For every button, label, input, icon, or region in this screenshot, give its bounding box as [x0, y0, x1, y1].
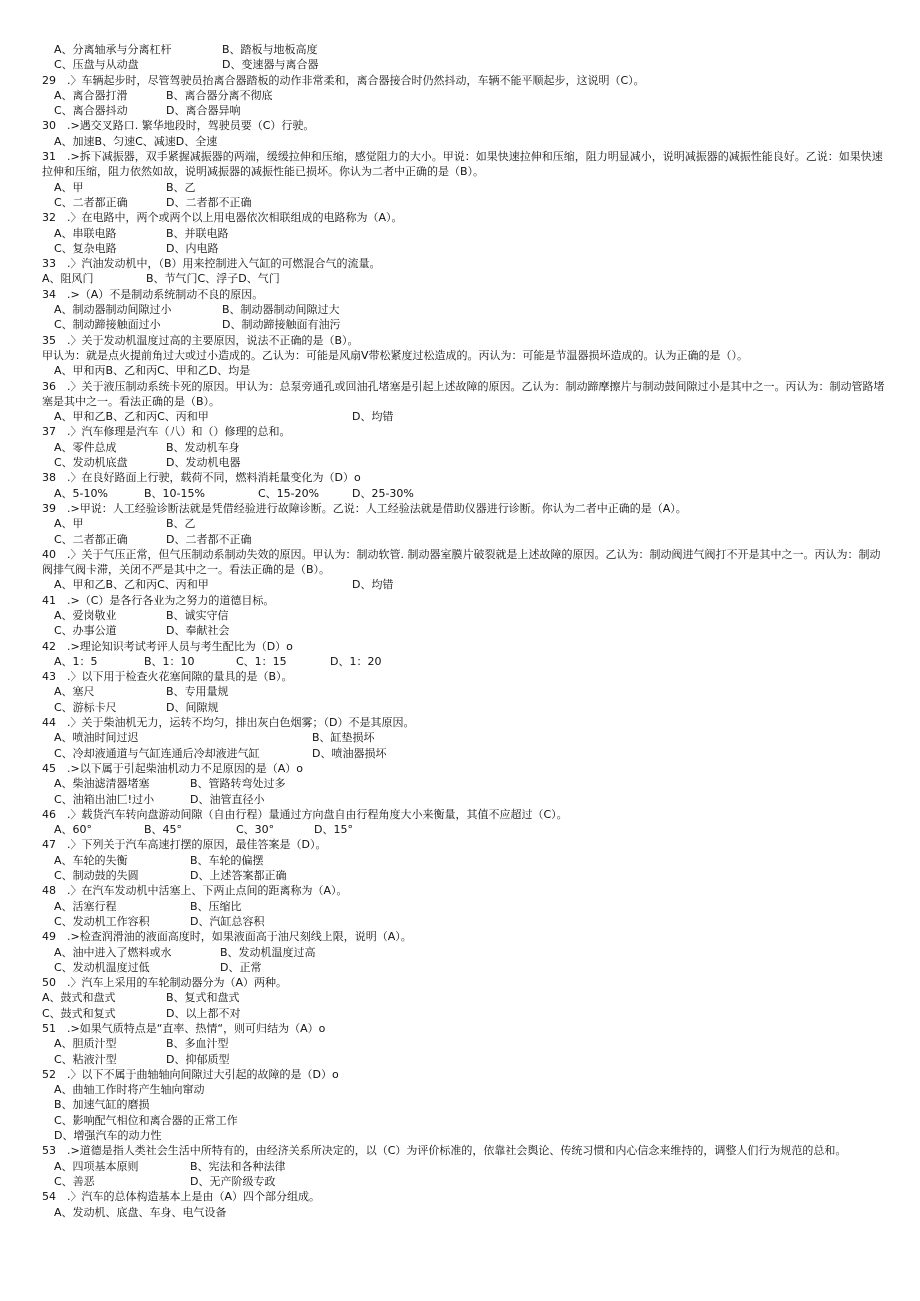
answer-options-row	[42, 1128, 888, 1143]
answer-options-row	[42, 730, 888, 745]
answer-option: C、离合器抖动	[54, 104, 128, 118]
answer-option: D、15°	[314, 823, 353, 837]
question-text: 51 .>如果气质特点是“直率、热情“，则可归结为（A）o	[42, 1022, 326, 1035]
answer-option: A、加速B、匀速C、减速D、全速	[54, 134, 218, 148]
answer-option: B、10-15%	[144, 486, 205, 500]
answer-option: B、复式和盘式	[166, 991, 240, 1005]
answer-option: C、制动鼓的失圆	[54, 869, 139, 883]
question-text: 42 .>理论知识考试考评人员与考生配比为（D）o	[42, 639, 293, 653]
answer-options-row	[42, 103, 888, 118]
answer-option: D、离合器异响	[166, 104, 241, 118]
question-text: 43 .〉以下用于检查火花塞间隙的量具的是（B）。	[42, 670, 293, 684]
answer-option: C、发动机底盘	[54, 456, 128, 470]
answer-option: D、25-30%	[352, 486, 414, 500]
answer-options-row	[42, 241, 888, 256]
answer-option: B、宪法和各种法律	[190, 1159, 286, 1173]
answer-option: D、汽缸总容积	[190, 914, 265, 928]
answer-options-row	[42, 914, 888, 929]
answer-option: D、间隙规	[166, 700, 219, 714]
answer-options-row	[42, 486, 888, 501]
answer-option: D、二者都不正确	[166, 195, 252, 209]
answer-option: B、压缩比	[190, 899, 242, 913]
answer-option: D、无产阶级专政	[190, 1174, 276, 1188]
answer-option: A、甲和乙B、乙和丙C、丙和甲	[54, 410, 209, 424]
answer-option: B、诚实守信	[166, 608, 229, 622]
answer-option: B、专用量规	[166, 685, 229, 699]
answer-option: D、发动机电器	[166, 456, 241, 470]
answer-option: D、喷油器损坏	[312, 746, 387, 760]
answer-options-row	[42, 899, 888, 914]
answer-options-row	[42, 623, 888, 638]
answer-option: A、曲轴工作时将产生轴向窜动	[54, 1083, 205, 1097]
answer-option: A、甲和丙B、乙和丙C、甲和乙D、均是	[54, 364, 251, 378]
answer-options-row	[42, 577, 888, 592]
answer-option: C、粘液汁型	[54, 1052, 117, 1066]
answer-options-row	[42, 226, 888, 241]
question-text: 38 .〉在良好路面上行驶，载荷不同，燃料消耗量变化为（D）o	[42, 471, 361, 485]
question-text: 39 .>甲说：人工经验诊断法就是凭借经验进行故障诊断。乙说：人工经验法就是借助仪器进行诊断。你认为二者中正确的是（A）。	[42, 501, 687, 515]
answer-option: C、游标卡尺	[54, 700, 117, 714]
answer-option: B、加速气缸的磨损	[54, 1098, 150, 1112]
answer-option: C、15-20%	[258, 486, 320, 500]
answer-option: C、二者都正确	[54, 532, 128, 546]
answer-options-row	[42, 822, 888, 837]
answer-options-row	[42, 455, 888, 470]
answer-options-row	[42, 88, 888, 103]
answer-options-row	[42, 532, 888, 547]
question-text: 33 .〉汽油发动机中，（B）用来控制进入气缸的可燃混合气的流量。	[42, 257, 381, 271]
answer-option: B、离合器分离不彻底	[166, 88, 273, 102]
answer-option: C、油箱出油匚!过小	[54, 792, 155, 806]
answer-option: D、以上都不对	[166, 1006, 241, 1020]
question-text: 44 .〉关于柴油机无力，运转不均匀，排出灰白色烟雾；（D）不是其原因。	[42, 716, 415, 730]
answer-option: B、车轮的偏摆	[190, 853, 264, 867]
answer-option: B、缸垫损坏	[312, 731, 375, 745]
question-text: 49 .>检查润滑油的液面高度时，如果液面高于油尺刻线上限，说明（A）。	[42, 930, 412, 944]
answer-option: C、办事公道	[54, 624, 117, 638]
answer-option: D、均错	[352, 578, 394, 592]
answer-options-row	[42, 684, 888, 699]
answer-options-row	[42, 868, 888, 883]
answer-option: A、串联电路	[54, 226, 117, 240]
question-text: 48 .〉在汽车发动机中活塞上、下两止点间的距离称为（A）。	[42, 884, 348, 898]
answer-option: B、乙	[166, 180, 196, 194]
answer-options-row	[42, 1006, 888, 1021]
answer-options-row	[42, 1174, 888, 1189]
answer-option: B、乙	[166, 517, 196, 531]
answer-option: C、发动机温度过低	[54, 960, 150, 974]
answer-option: A、发动机、底盘、车身、电气设备	[54, 1205, 227, 1219]
answer-option: A、甲和乙B、乙和丙C、丙和甲	[54, 578, 209, 592]
answer-option: C、二者都正确	[54, 195, 128, 209]
answer-option: A、爱岗敬业	[54, 608, 117, 622]
answer-option: C、压盘与从动盘	[54, 58, 139, 72]
answer-option: A、鼓式和盘式	[42, 991, 116, 1005]
answer-option: A、塞尺	[54, 685, 95, 699]
question-text: 34 .>（A）不是制动系统制动不良的原因。	[42, 287, 264, 301]
answer-option: D、内电路	[166, 241, 219, 255]
answer-option: C、发动机工作容积	[54, 914, 150, 928]
answer-option: A、5-10%	[54, 486, 108, 500]
question-text: 41 .>（C）是各行各业为之努力的道德目标。	[42, 593, 275, 607]
question-text: 52 .〉以下不属于曲轴轴向间隙过大引起的故障的是（D）o	[42, 1067, 339, 1081]
answer-option: B、多血汁型	[166, 1037, 229, 1051]
answer-option: D、制动蹄接触面有油污	[222, 318, 341, 332]
answer-options-row	[42, 1036, 888, 1051]
answer-option: A、甲	[54, 180, 84, 194]
answer-option: B、节气门C、浮子D、气门	[146, 272, 280, 286]
question-text: 40 .〉关于气压正常，但气压制动系制动失效的原因。甲认为：制动软管. 制动器室膜片破裂就是上述故障的原因。乙认为：制动阀进气阀打不开是其中之一。丙认为：制动阀排气阀卡滞，关闭不严是其中之一。看法正确的是（B）。	[42, 547, 881, 577]
answer-options-row	[42, 42, 888, 57]
answer-options-row	[42, 776, 888, 791]
answer-options-row	[42, 853, 888, 868]
question-text: 36 .〉关于液压制动系统卡死的原因。甲认为：总泵旁通孔或回油孔堵塞是引起上述故障的原因。乙认为：制动蹄摩擦片与制动鼓间隙过小是其中之一。丙认为：制动管路堵塞是其中之一。看法正确的是（B）。	[42, 379, 885, 408]
answer-option: A、车轮的失衡	[54, 853, 128, 867]
answer-option: A、柴油滤清器堵塞	[54, 777, 150, 791]
question-text: 53 .>道德是指人类社会生活中所特有的，由经济关系所决定的，以（C）为评价标准的，依靠社会舆论、传统习惯和内心信念来维持的，调整人们行为规范的总和。	[42, 1144, 847, 1158]
answer-option: B、1：10	[144, 654, 195, 668]
answer-option: D、均错	[352, 410, 394, 424]
question-text: 47 .〉下列关于汽车高速打摆的原因，最佳答案是（D）。	[42, 838, 327, 852]
answer-option: A、喷油时间过迟	[54, 731, 139, 745]
answer-options-row	[42, 1097, 888, 1112]
answer-options-row	[42, 1159, 888, 1174]
question-text: 50 .〉汽车上采用的车轮制动器分为（A）两种。	[42, 976, 288, 990]
answer-options-row	[42, 317, 888, 332]
answer-options-row	[42, 700, 888, 715]
answer-option: A、甲	[54, 517, 84, 531]
answer-option: C、影响配气相位和离合器的正常工作	[54, 1113, 238, 1127]
answer-options-row	[42, 271, 888, 286]
answer-options-row	[42, 990, 888, 1005]
question-text: 37 .〉汽车修理是汽车（八）和（）修理的总和。	[42, 425, 291, 439]
question-text: 35 .〉关于发动机温度过高的主要原因，说法不正确的是（B）。	[42, 333, 359, 347]
answer-option: D、抑郁质型	[166, 1052, 230, 1066]
answer-options-row	[42, 1052, 888, 1067]
answer-option: C、制动蹄接触面过小	[54, 318, 161, 332]
question-text: 46 .〉载货汽车转向盘游动间隙（自由行程）量通过方向盘自由行程角度大小来衡量，其值不应超过（C）。	[42, 807, 568, 821]
answer-options-row	[42, 608, 888, 623]
answer-options-row	[42, 746, 888, 761]
question-text: 32 .〉在电路中，两个或两个以上用电器依次相联组成的电路称为（A）。	[42, 211, 403, 225]
answer-option: D、1：20	[330, 654, 382, 668]
answer-option: B、发动机温度过高	[220, 945, 316, 959]
question-text: 30 .>遇交叉路口. 繁华地段时，驾驶员要（C）行驶。	[42, 119, 315, 133]
answer-options-row	[42, 57, 888, 72]
question-text: 54 .〉汽车的总体构造基本上是由（A）四个部分组成。	[42, 1190, 321, 1204]
answer-option: C、冷却液通道与气缸连通后冷却液进气缸	[54, 746, 260, 760]
question-text: 甲认为：就是点火提前角过大或过小造成的。乙认为：可能是风扇V带松紧度过松造成的。丙认为：可能是节温器损坏造成的。认为正确的是（）。	[42, 348, 749, 362]
answer-option: A、零件总成	[54, 440, 117, 454]
answer-option: C、善恶	[54, 1174, 95, 1188]
answer-option: B、发动机车身	[166, 440, 240, 454]
answer-option: A、四项基本原则	[54, 1159, 139, 1173]
answer-options-row	[42, 440, 888, 455]
question-text: 45 .>以下属于引起柴油机动力不足原因的是（A）o	[42, 761, 303, 775]
answer-options-row	[42, 792, 888, 807]
answer-options-row	[42, 1113, 888, 1128]
answer-options-row	[42, 134, 888, 149]
answer-options-row	[42, 654, 888, 669]
answer-option: A、60°	[54, 823, 93, 837]
question-text: 31 .>拆下减振器，双手紧握减振器的两端，缓缓拉伸和压缩，感觉阻力的大小。甲说：如果快速拉伸和压缩，阻力明显减小，说明减振器的减振性能良好。乙说：如果快速拉伸和压缩，阻力依然如故，说明减振器的减振性能已损坏。你认为二者中正确的是（B）。	[42, 150, 883, 179]
answer-option: C、鼓式和复式	[42, 1006, 116, 1020]
answer-option: B、管路转弯处过多	[190, 777, 286, 791]
answer-option: D、增强汽车的动力性	[54, 1129, 162, 1143]
answer-options-row	[42, 516, 888, 531]
answer-option: D、正常	[220, 960, 262, 974]
answer-option: A、制动器制动间隙过小	[54, 303, 172, 317]
answer-option: B、并联电路	[166, 226, 229, 240]
answer-options-row	[42, 302, 888, 317]
answer-option: A、油中进入了燃料或水	[54, 945, 172, 959]
answer-option: D、上述答案都正确	[190, 869, 287, 883]
answer-options-row	[42, 960, 888, 975]
exam-document	[42, 42, 888, 1220]
answer-options-row	[42, 363, 888, 378]
answer-option: A、分离轴承与分离杠杆	[54, 43, 172, 56]
answer-option: C、30°	[236, 823, 275, 837]
answer-options-row	[42, 1205, 888, 1220]
question-text: 29 .〉车辆起步时，尽管驾驶员抬离合器踏板的动作非常柔和，离合器接合时仍然抖动，车辆不能平顺起步，这说明（C）。	[42, 73, 645, 87]
answer-option: D、二者都不正确	[166, 532, 252, 546]
answer-options-row	[42, 1082, 888, 1097]
answer-option: A、阻风门	[42, 272, 94, 286]
answer-option: C、复杂电路	[54, 241, 117, 255]
answer-option: D、变速器与离合器	[222, 58, 319, 72]
answer-options-row	[42, 180, 888, 195]
answer-option: A、离合器打滑	[54, 88, 128, 102]
answer-option: A、胆质汁型	[54, 1037, 117, 1051]
answer-option: C、1：15	[236, 654, 287, 668]
answer-option: D、油管直径小	[190, 792, 265, 806]
answer-option: B、制动器制动间隙过大	[222, 303, 340, 317]
answer-options-row	[42, 195, 888, 210]
answer-options-row	[42, 945, 888, 960]
answer-option: B、45°	[144, 823, 183, 837]
answer-option: A、1：5	[54, 654, 98, 668]
answer-option: B、踏板与地板高度	[222, 43, 318, 56]
answer-option: D、奉献社会	[166, 624, 230, 638]
answer-options-row	[42, 409, 888, 424]
answer-option: A、活塞行程	[54, 899, 117, 913]
